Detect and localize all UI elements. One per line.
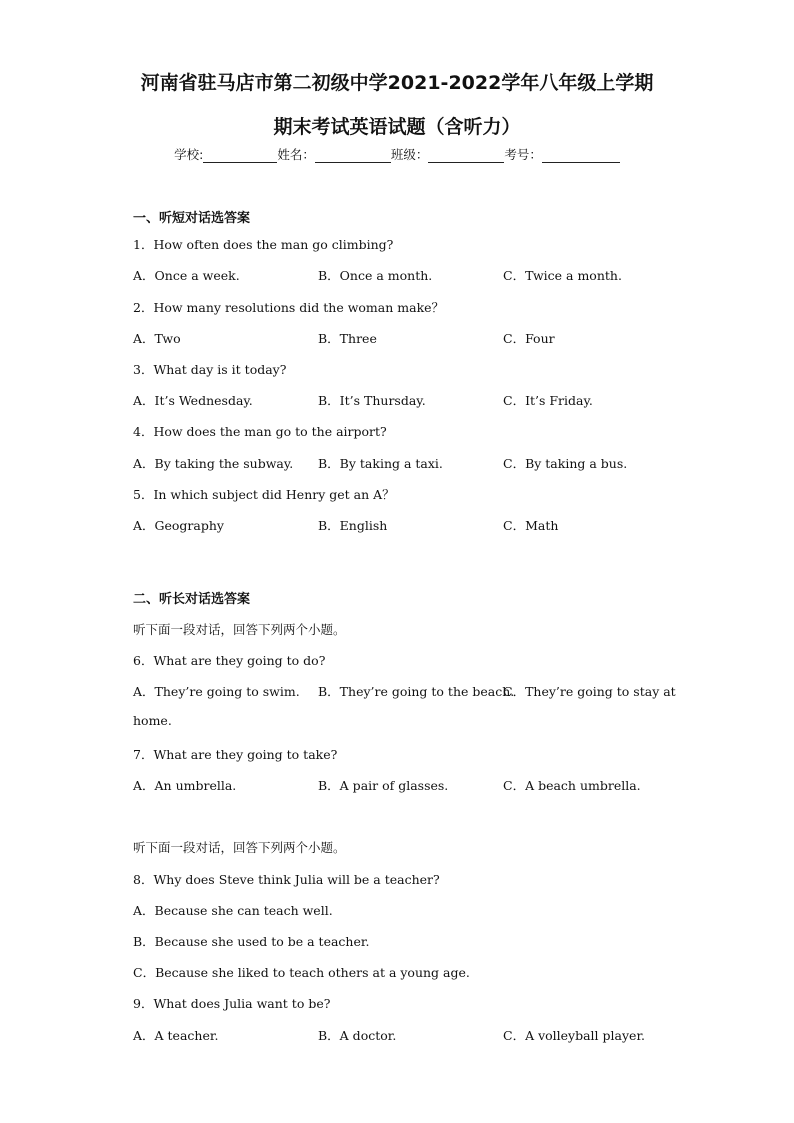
question-2: 2．How many resolutions did the woman make？ [133, 300, 445, 315]
q6-option-c-continued: home. [133, 713, 172, 728]
class-label: 班级： [390, 147, 429, 162]
question-5: 5．In which subject did Henry get an A？ [133, 487, 395, 502]
q1-option-b: B．Once a month. [318, 268, 433, 283]
q2-option-b: B．Three [318, 331, 377, 346]
question-6: 6．What are they going to do? [133, 653, 326, 668]
q8-option-b: B．Because she used to be a teacher. [133, 934, 370, 949]
question-3: 3．What day is it today? [133, 362, 287, 377]
question-4: 4．How does the man go to the airport? [133, 424, 387, 439]
q7-option-b: B．A pair of glasses. [318, 778, 449, 793]
q6-option-b: B．They’re going to the beach. [318, 684, 515, 699]
school-blank[interactable] [203, 148, 277, 163]
q2-option-a: A．Two [133, 331, 181, 346]
q4-option-b: B．By taking a taxi. [318, 456, 443, 471]
q6-option-c: C．They’re going to stay at [503, 684, 676, 699]
school-label: 学校: [174, 147, 204, 162]
q3-option-b: B．It’s Thursday. [318, 393, 426, 408]
student-info-row [0, 145, 794, 163]
section2-title: 二、听长对话选答案 [133, 592, 251, 607]
q1-option-a: A．Once a week. [133, 268, 240, 283]
q1-option-c: C．Twice a month. [503, 268, 622, 283]
section2-intro-1: 听下面一段对话，回答下列两个小题。 [133, 622, 346, 637]
q9-option-a: A．A teacher. [133, 1028, 219, 1043]
q2-option-c: C．Four [503, 331, 555, 346]
section2-intro-2: 听下面一段对话，回答下列两个小题。 [133, 840, 346, 855]
q7-option-c: C．A beach umbrella. [503, 778, 641, 793]
q4-option-a: A．By taking the subway. [133, 456, 294, 471]
q3-option-a: A．It’s Wednesday. [133, 393, 253, 408]
q5-option-c: C．Math [503, 518, 559, 533]
q3-option-c: C．It’s Friday. [503, 393, 593, 408]
q7-option-a: A．An umbrella. [133, 778, 237, 793]
q9-option-b: B．A doctor. [318, 1028, 397, 1043]
q8-option-a: A．Because she can teach well. [133, 903, 333, 918]
q8-option-c: C．Because she liked to teach others at a young age. [133, 965, 470, 980]
page-title-line1: 河南省驻马店市第二初级中学2021-2022学年八年级上学期 [140, 72, 654, 94]
name-blank[interactable] [315, 148, 391, 163]
q5-option-b: B．English [318, 518, 388, 533]
question-8: 8．Why does Steve think Julia will be a teacher? [133, 872, 440, 887]
number-label: 考号： [504, 147, 542, 162]
q9-option-c: C．A volleyball player. [503, 1028, 646, 1043]
q5-option-a: A．Geography [133, 518, 224, 533]
question-9: 9．What does Julia want to be? [133, 996, 331, 1011]
q6-option-a: A．They’re going to swim. [133, 684, 300, 699]
number-blank[interactable] [542, 148, 620, 163]
class-blank[interactable] [428, 148, 504, 163]
q4-option-c: C．By taking a bus. [503, 456, 628, 471]
section1-title: 一、听短对话选答案 [133, 211, 251, 226]
question-7: 7．What are they going to take? [133, 747, 338, 762]
question-1: 1．How often does the man go climbing? [133, 237, 394, 252]
page-title-line2: 期末考试英语试题（含听力） [273, 116, 521, 138]
name-label: 姓名： [277, 147, 315, 162]
